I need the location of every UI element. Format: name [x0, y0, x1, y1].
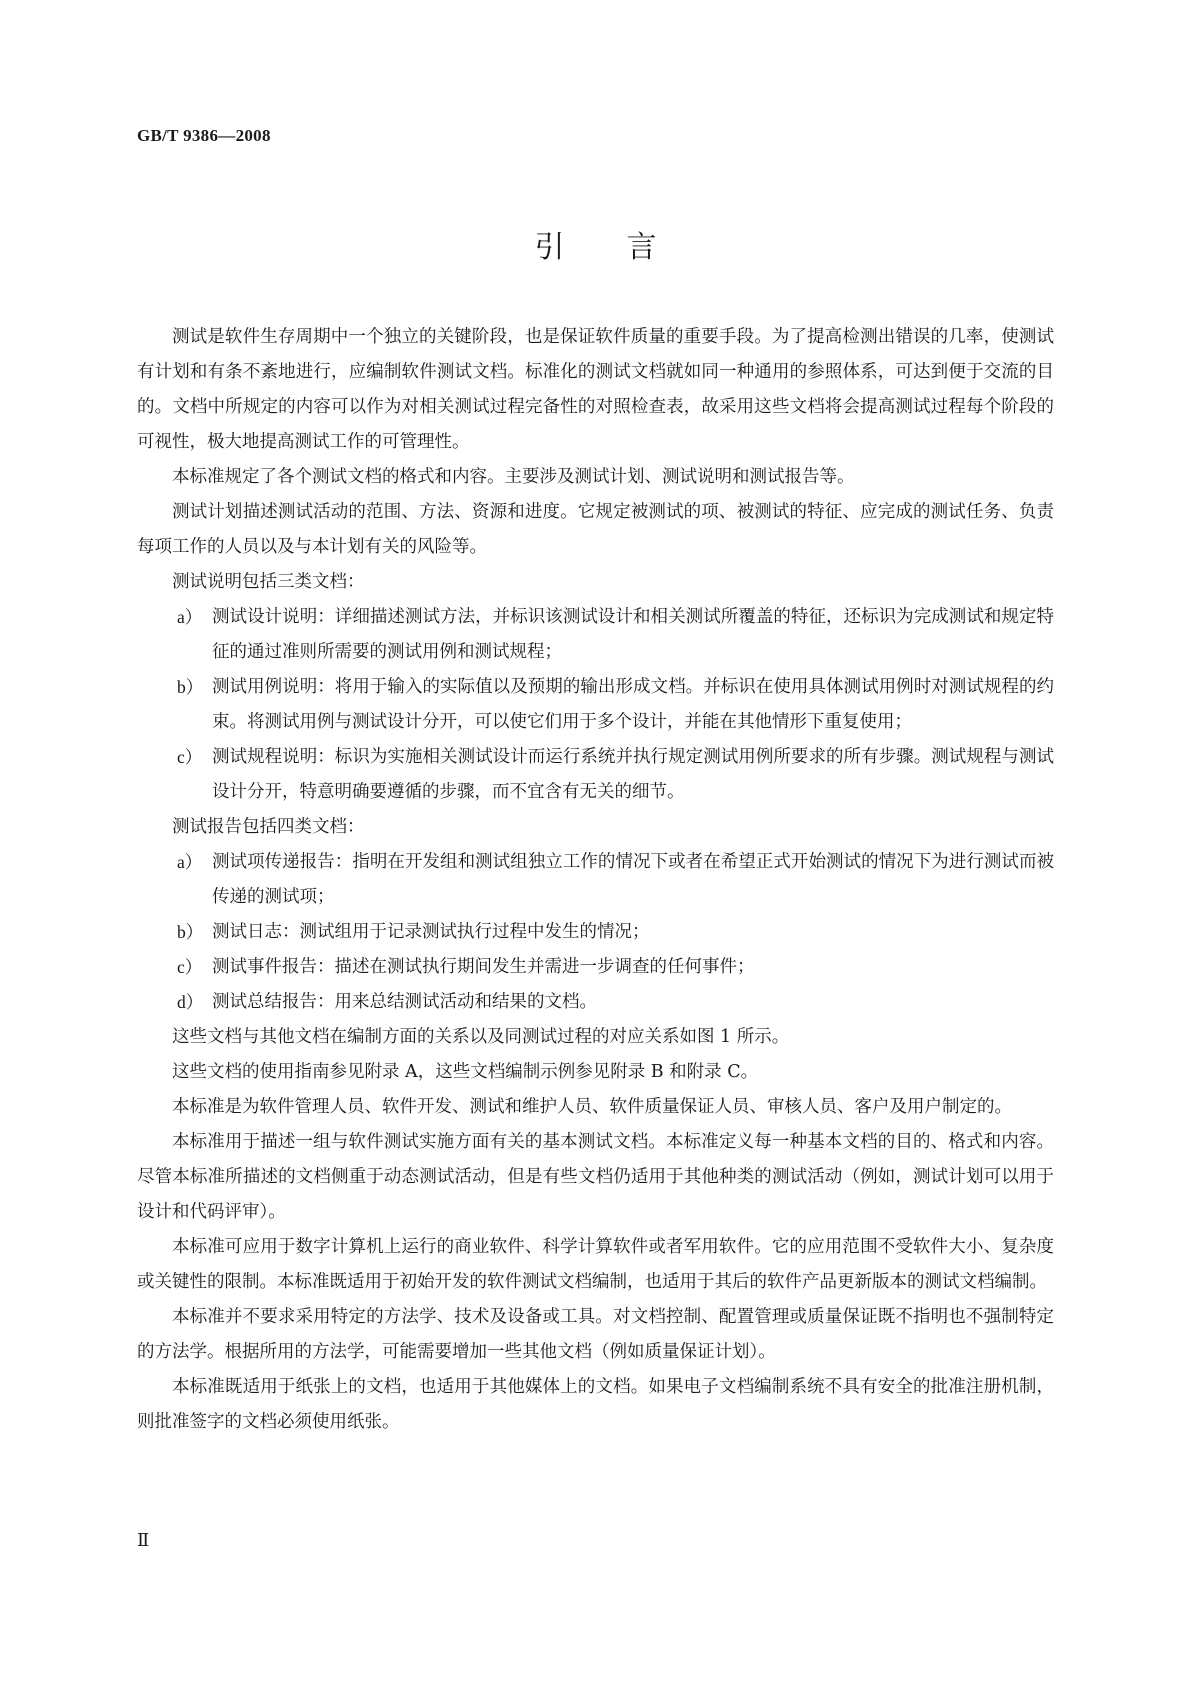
list-marker: d） — [177, 992, 204, 1012]
paragraph: 测试说明包括三类文档： — [172, 572, 365, 592]
document-body — [137, 320, 1054, 1440]
paragraph: 本标准用于描述一组与软件测试实施方面有关的基本测试文档。本标准定义每一种基本文档的目的、格式和内容。尽管本标准所描述的文档侧重于动态测试活动，但是有些文档仍适用于其他种类的测试活动（例如，测试计划可以用于设计和代码评审）。 — [137, 1132, 1054, 1222]
paragraph: 测试报告包括四类文档： — [172, 817, 365, 837]
list-item — [137, 670, 1054, 740]
list-item-text: 测试规程说明：标识为实施相关测试设计而运行系统并执行规定测试用例所要求的所有步骤。测试规程与测试设计分开，特意明确要遵循的步骤，而不宜含有无关的细节。 — [212, 747, 1054, 802]
list-item — [137, 915, 1054, 950]
page-title: 引言 — [534, 230, 719, 265]
list-marker: c） — [177, 747, 203, 767]
list-marker: a） — [177, 852, 203, 872]
list-item-text: 测试日志：测试组用于记录测试执行过程中发生的情况； — [212, 922, 650, 942]
paragraph: 本标准规定了各个测试文档的格式和内容。主要涉及测试计划、测试说明和测试报告等。 — [172, 467, 855, 487]
paragraph: 本标准可应用于数字计算机上运行的商业软件、科学计算软件或者军用软件。它的应用范围不受软件大小、复杂度或关键性的限制。本标准既适用于初始开发的软件测试文档编制，也适用于其后的软件产品更新版本的测试文档编制。 — [137, 1237, 1054, 1292]
paragraph: 这些文档的使用指南参见附录 A，这些文档编制示例参见附录 B 和附录 C。 — [172, 1062, 759, 1082]
list-item — [137, 600, 1054, 670]
list-marker: a） — [177, 607, 203, 627]
list-marker: c） — [177, 957, 203, 977]
list-item — [137, 950, 1054, 985]
paragraph: 本标准是为软件管理人员、软件开发、测试和维护人员、软件质量保证人员、审核人员、客户及用户制定的。 — [172, 1097, 1012, 1117]
list-marker: b） — [177, 677, 204, 697]
list-item-text: 测试事件报告：描述在测试执行期间发生并需进一步调查的任何事件； — [212, 957, 755, 977]
list-item — [137, 740, 1054, 810]
list-item — [137, 845, 1054, 915]
paragraph: 测试计划描述测试活动的范围、方法、资源和进度。它规定被测试的项、被测试的特征、应完成的测试任务、负责每项工作的人员以及与本计划有关的风险等。 — [137, 502, 1054, 557]
list-item-text: 测试用例说明：将用于输入的实际值以及预期的输出形成文档。并标识在使用具体测试用例时对测试规程的约束。将测试用例与测试设计分开，可以使它们用于多个设计，并能在其他情形下重复使用； — [212, 677, 1054, 732]
page-number: Ⅱ — [137, 1530, 150, 1550]
list-item-text: 测试总结报告：用来总结测试活动和结果的文档。 — [212, 992, 597, 1012]
paragraph: 测试是软件生存周期中一个独立的关键阶段，也是保证软件质量的重要手段。为了提高检测出错误的几率，使测试有计划和有条不紊地进行，应编制软件测试文档。标准化的测试文档就如同一种通用的参照体系，可达到便于交流的目的。文档中所规定的内容可以作为对相关测试过程完备性的对照检查表，故采用这些文档将会提高测试过程每个阶段的可视性，极大地提高测试工作的可管理性。 — [137, 327, 1054, 452]
paragraph: 本标准并不要求采用特定的方法学、技术及设备或工具。对文档控制、配置管理或质量保证既不指明也不强制特定的方法学。根据所用的方法学，可能需要增加一些其他文档（例如质量保证计划）。 — [137, 1307, 1054, 1362]
paragraph: 本标准既适用于纸张上的文档，也适用于其他媒体上的文档。如果电子文档编制系统不具有安全的批准注册机制，则批准签字的文档必须使用纸张。 — [137, 1377, 1054, 1432]
list-marker: b） — [177, 922, 204, 942]
standard-code: GB/T 9386—2008 — [137, 126, 271, 145]
list-item-text: 测试设计说明：详细描述测试方法，并标识该测试设计和相关测试所覆盖的特征，还标识为完成测试和规定特征的通过准则所需要的测试用例和测试规程； — [212, 607, 1054, 662]
paragraph: 这些文档与其他文档在编制方面的关系以及同测试过程的对应关系如图 1 所示。 — [172, 1027, 790, 1047]
list-item-text: 测试项传递报告：指明在开发组和测试组独立工作的情况下或者在希望正式开始测试的情况下为进行测试而被传递的测试项； — [212, 852, 1054, 907]
list-item — [137, 985, 1054, 1020]
